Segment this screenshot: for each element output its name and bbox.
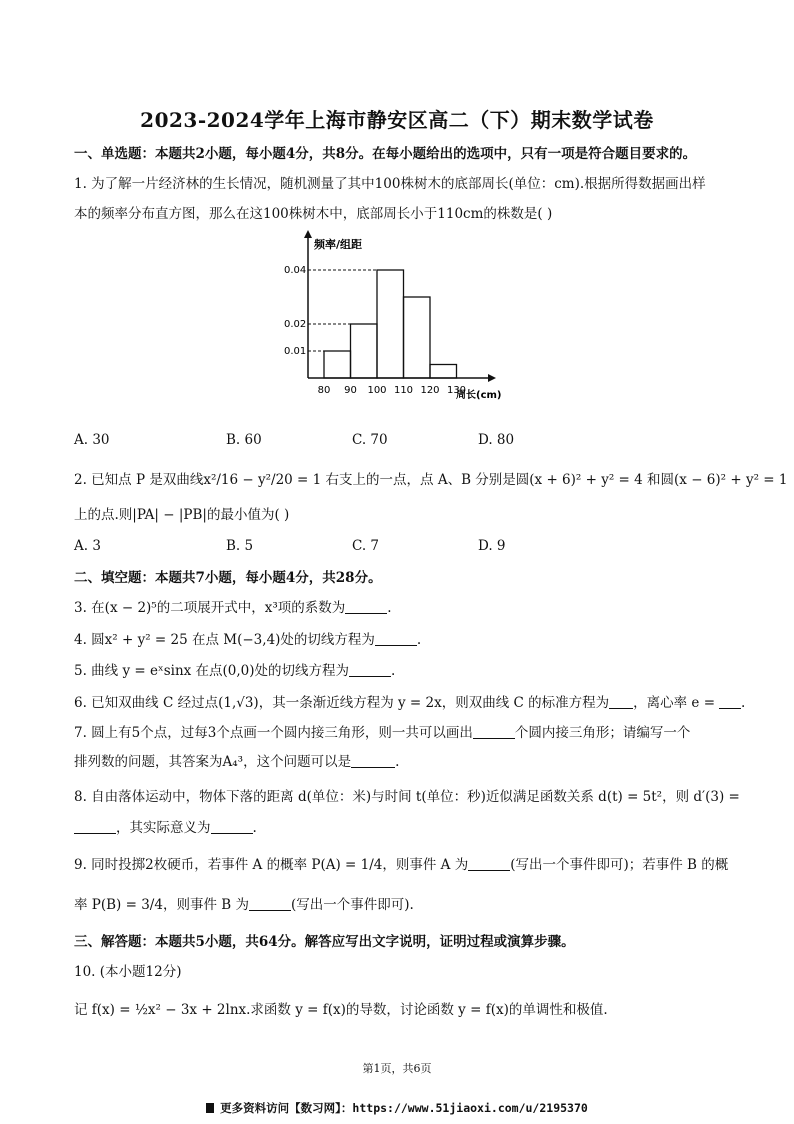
histogram-bar (404, 297, 431, 378)
q5-blank[interactable] (349, 662, 391, 677)
q9-line2 (74, 895, 724, 915)
q8-blank-meaning[interactable] (211, 819, 253, 834)
q7-line2 (74, 752, 724, 772)
q4-text: 4. 圆x² + y² = 25 在点 M(−3,4)处的切线方程为 (74, 632, 375, 648)
x-tick-label: 110 (393, 385, 414, 396)
q3-blank[interactable] (345, 599, 387, 614)
q7-end: . (395, 754, 400, 770)
q8-blank-value[interactable] (74, 819, 116, 834)
y-tick-label: 0.04 (284, 265, 307, 276)
flag-icon (206, 1103, 214, 1113)
page-title: 2023-2024学年上海市静安区高二（下）期末数学试卷 (140, 108, 654, 132)
histogram-bar (324, 351, 351, 378)
footer-link[interactable] (0, 1100, 794, 1116)
q7-text: 7. 圆上有5个点，过每3个点画一个圆内接三角形，则一共可以画出 (74, 725, 473, 741)
q4-end: . (416, 632, 422, 648)
x-tick-label: 120 (420, 385, 440, 396)
x-tick-label: 80 (317, 385, 331, 396)
x-tick-label: 130 (446, 385, 467, 396)
q1-option-a[interactable]: A. 30 (74, 432, 110, 448)
histogram-bar (351, 324, 378, 378)
q9-text-a: 9. 同时投掷2枚硬币，若事件 A 的概率 P(A) = 1/4，则事件 A 为 (74, 857, 469, 873)
q8-mid: ，其实际意义为 (116, 820, 211, 836)
q1-line1: 1. 为了解一片经济林的生长情况，随机测量了其中100株树木的底部周长(单位：cm).根据所得数据画出样 (74, 176, 706, 192)
y-tick-label: 0.01 (284, 346, 307, 357)
q4 (74, 630, 724, 650)
q4-blank[interactable] (375, 631, 417, 646)
q7-mid: 个圆内接三角形；请编写一个 (514, 725, 691, 741)
page-number: 第1页，共6页 (362, 1062, 432, 1075)
y-axis-label: 频率/组距 (314, 238, 363, 251)
q7-line2-text: 排列数的问题，其答案为A₄³，这个问题可以是 (74, 754, 352, 770)
q2-line2: 上的点.则|PA| − |PB|的最小值为( ) (74, 507, 290, 523)
q7-blank-count[interactable] (473, 724, 515, 739)
section-3-heading: 三、解答题：本题共5小题，共64分。解答应写出文字说明，证明过程或演算步骤。 (74, 934, 575, 950)
q3-end: . (387, 600, 392, 616)
q2-option-c[interactable]: C. 7 (352, 538, 380, 554)
q6-blank-equation[interactable] (609, 694, 633, 709)
q2-option-b[interactable]: B. 5 (226, 538, 254, 554)
q9-line1 (74, 855, 729, 875)
q9-text-b: 率 P(B) = 3/4，则事件 B 为 (74, 897, 249, 913)
q3-text: 3. 在(x − 2)⁵的二项展开式中，x³项的系数为 (74, 600, 346, 616)
q6-blank-eccentricity[interactable] (719, 694, 741, 709)
q7-blank-problem[interactable] (351, 753, 395, 768)
q6-end: . (741, 695, 746, 711)
q9-blank-a[interactable] (468, 856, 510, 871)
q2-option-a[interactable]: A. 3 (74, 538, 101, 554)
section-1-heading: 一、单选题：本题共2小题，每小题4分，共8分。在每小题给出的选项中，只有一项是符合题目要求的。 (74, 146, 697, 162)
q5 (74, 661, 724, 681)
frequency-histogram (268, 228, 528, 408)
q6 (74, 693, 746, 713)
q10-heading: 10. (本小题12分) (74, 964, 182, 980)
x-tick-label: 90 (344, 385, 357, 396)
x-axis-label: 周长(cm) (456, 390, 502, 401)
q1-option-d[interactable]: D. 80 (478, 432, 515, 448)
y-axis-arrow (304, 230, 312, 238)
q7-line1 (74, 723, 724, 743)
q3 (74, 598, 724, 618)
q8-line1: 8. 自由落体运动中，物体下落的距离 d(单位：米)与时间 t(单位：秒)近似满足函数关系 d(t) = 5t²，则 d′(3) = (74, 789, 740, 805)
q8-line2 (74, 818, 724, 838)
q9-blank-b[interactable] (249, 896, 291, 911)
histogram-bar (377, 270, 404, 378)
q6-mid: ，离心率 e = (633, 695, 716, 711)
q8-end: . (252, 820, 257, 836)
q9-text-b-post: (写出一个事件即可). (290, 897, 414, 913)
section-2-heading: 二、填空题：本题共7小题，每小题4分，共28分。 (74, 570, 382, 586)
y-tick-label: 0.02 (284, 319, 307, 330)
q1-option-b[interactable]: B. 60 (226, 432, 262, 448)
x-tick-label: 100 (367, 385, 387, 396)
histogram-bar (430, 365, 457, 379)
q10-body: 记 f(x) = ½x² − 3x + 2lnx.求函数 y = f(x)的导数，讨论函数 y = f(x)的单调性和极值. (74, 1002, 608, 1018)
footer-link-text: 更多资料访问【数习网】：https://www.51jiaoxi.com/u/2195370 (220, 1101, 588, 1115)
q6-text: 6. 已知双曲线 C 经过点(1,√3)，其一条渐近线方程为 y = 2x，则双曲线 C 的标准方程为 (74, 695, 610, 711)
q5-text: 5. 曲线 y = eˣsinx 在点(0,0)处的切线方程为 (74, 663, 350, 679)
q5-end: . (391, 663, 396, 679)
q1-line2: 本的频率分布直方图，那么在这100株树木中，底部周长小于110cm的株数是( ) (74, 206, 553, 222)
q1-option-c[interactable]: C. 70 (352, 432, 388, 448)
q2-line1: 2. 已知点 P 是双曲线x²/16 − y²/20 = 1 右支上的一点，点 A、B 分别是圆(x + 6)² + y² = 4 和圆(x − 6)² + y² = 1 (74, 472, 788, 488)
q9-text-a-post: (写出一个事件即可)；若事件 B 的概 (510, 857, 729, 873)
x-axis-arrow (488, 374, 496, 382)
q2-option-d[interactable]: D. 9 (478, 538, 506, 554)
